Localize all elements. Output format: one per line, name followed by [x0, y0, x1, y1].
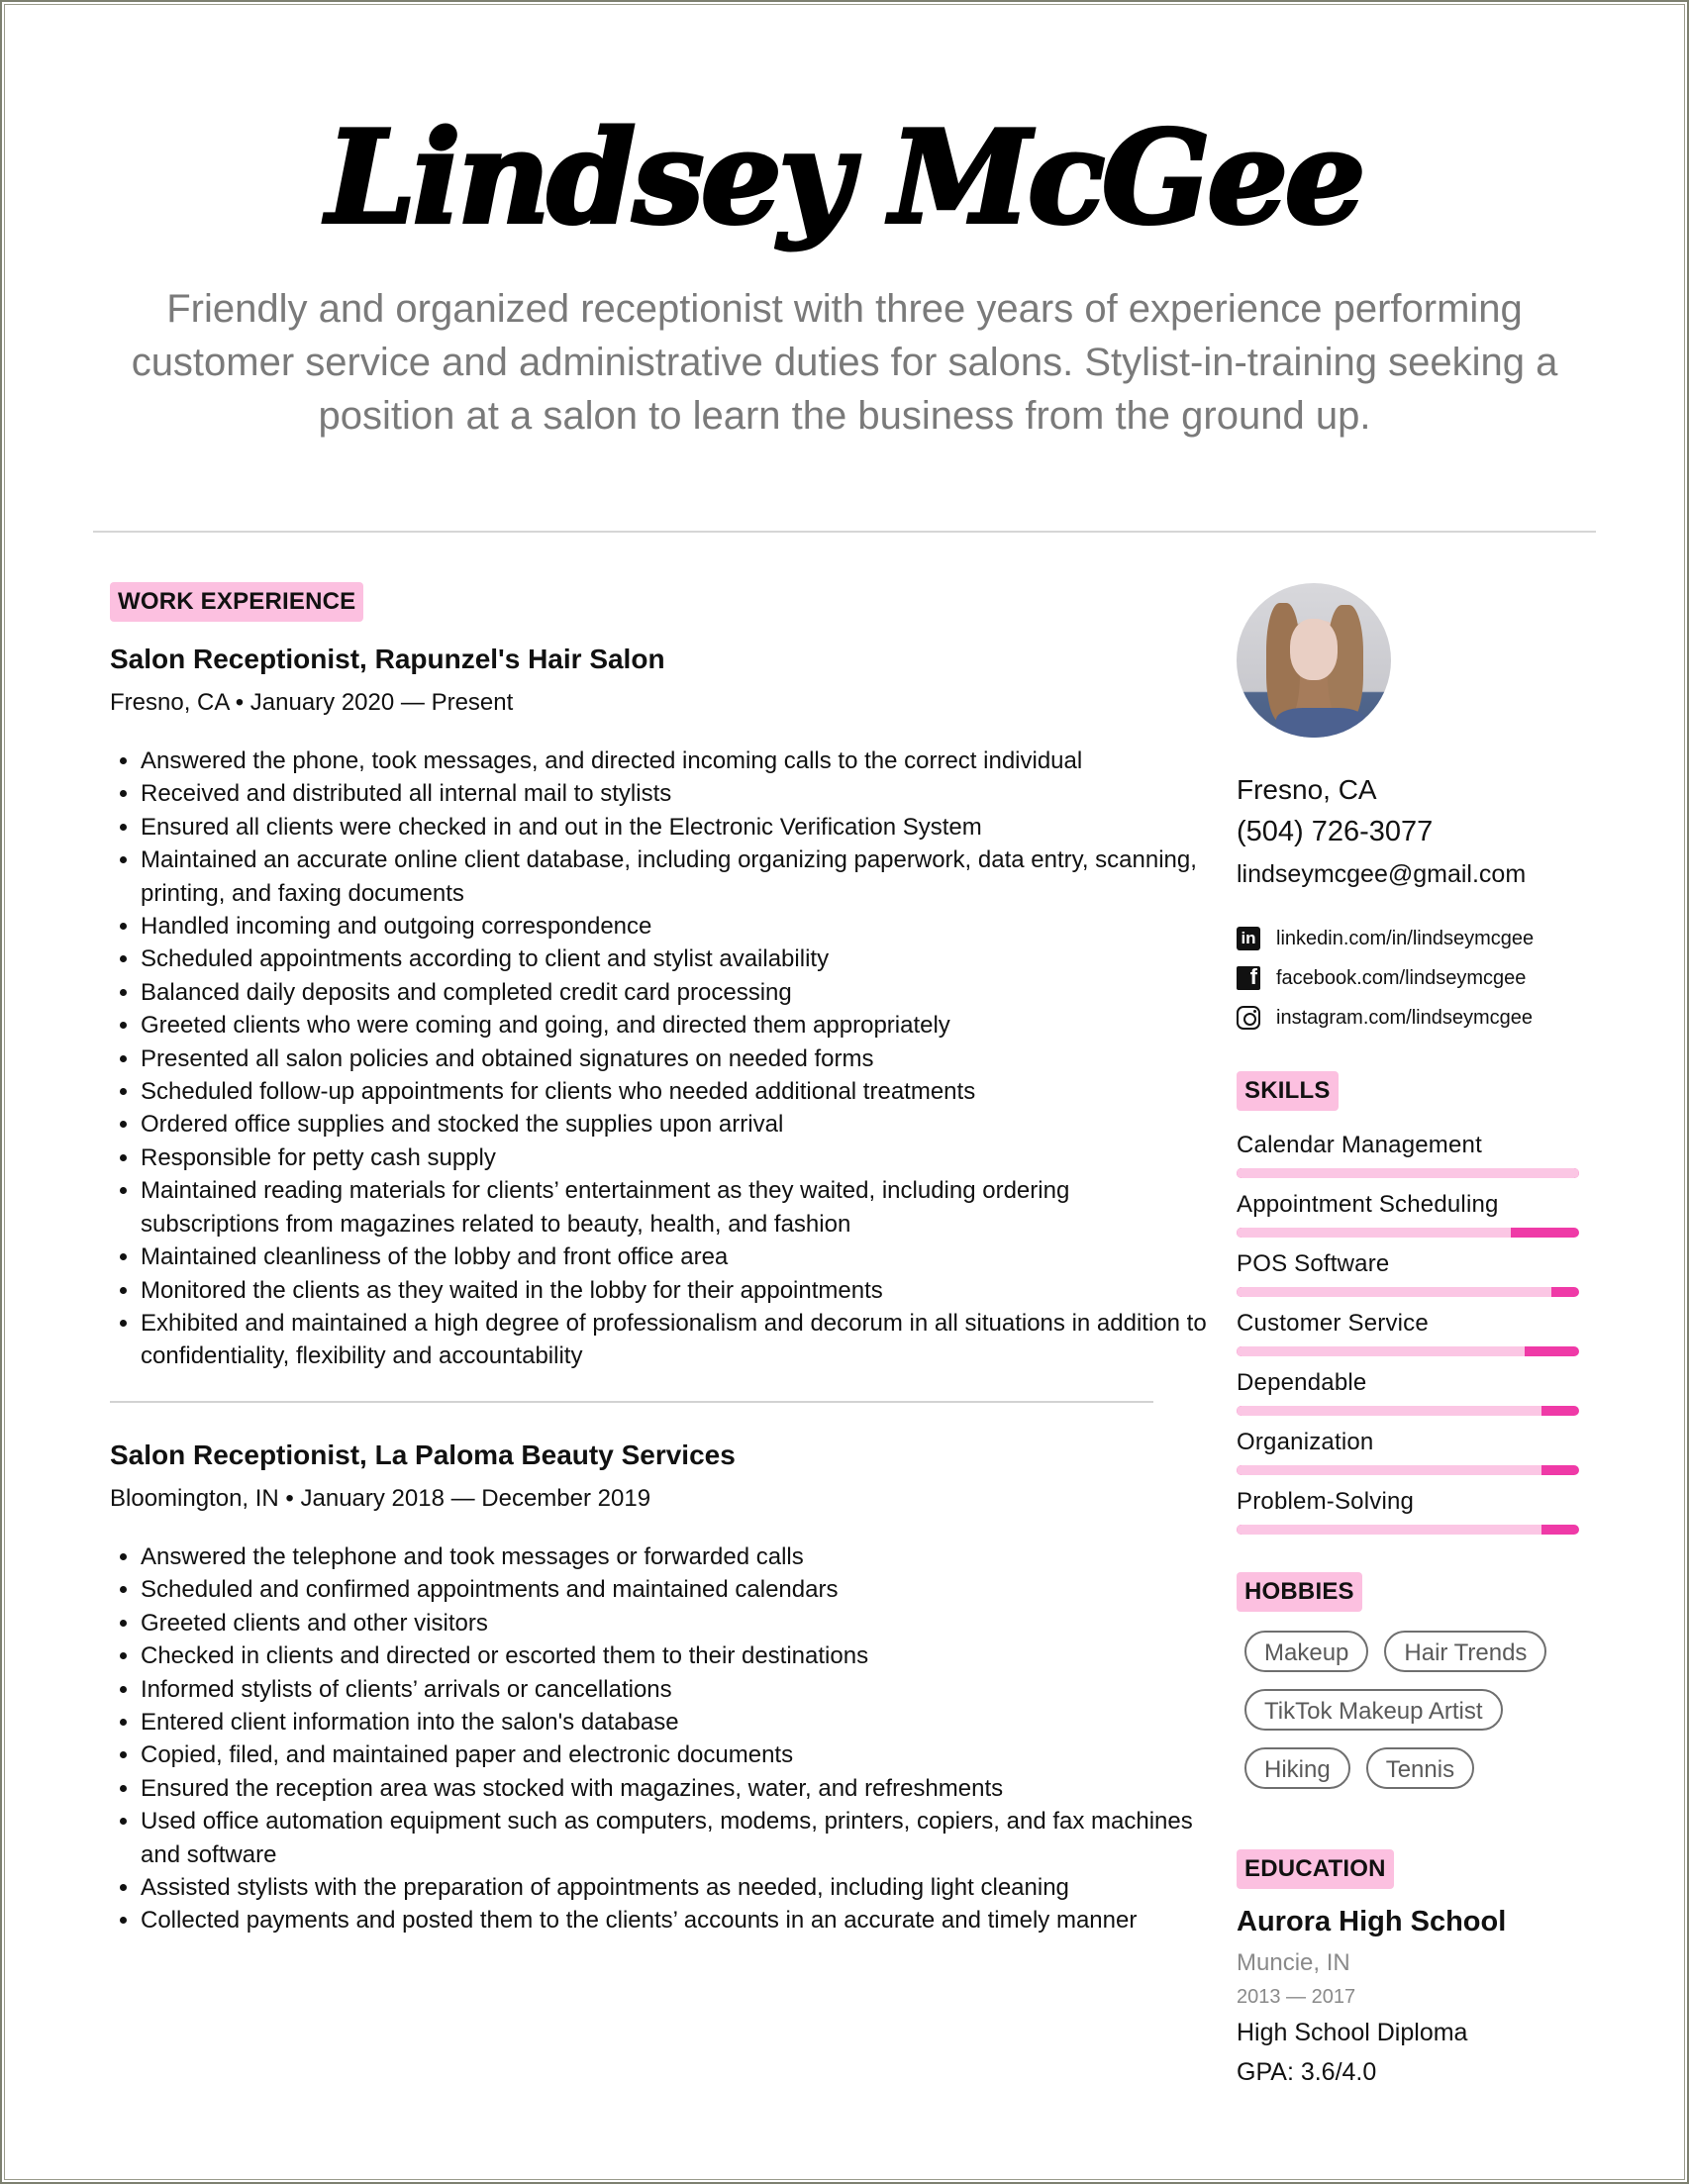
social-link-instagram[interactable] — [1237, 1006, 1533, 1030]
skill-name: Dependable — [1237, 1369, 1367, 1396]
contact-phone[interactable]: (504) 726-3077 — [1237, 816, 1434, 847]
hobby-row — [1244, 1689, 1601, 1731]
hobby-chip: Hiking — [1244, 1747, 1350, 1789]
skill-level-track — [1237, 1525, 1541, 1535]
hobby-chip: Tennis — [1366, 1747, 1474, 1789]
header-divider — [93, 531, 1596, 533]
skill-item — [1237, 1190, 1579, 1238]
work-experience-heading: WORK EXPERIENCE — [110, 582, 363, 622]
hobby-row — [1244, 1747, 1601, 1789]
job-title: Salon Receptionist, La Paloma Beauty Services — [110, 1439, 736, 1470]
skills-heading: SKILLS — [1237, 1071, 1339, 1111]
job-divider — [110, 1401, 1153, 1403]
avatar-face — [1290, 619, 1338, 680]
profile-summary: Friendly and organized receptionist with three years of experience performing customer service and administrative duties for salons. Stylist-in-training seeking a position at a salon to learn the business from the ground up. — [131, 287, 1558, 438]
contact-email[interactable]: lindseymcgee@gmail.com — [1237, 860, 1527, 888]
skill-level-track — [1237, 1228, 1511, 1238]
education-location: Muncie, IN — [1237, 1949, 1350, 1976]
bullet-item: • Entered client information into the salon's database — [141, 1706, 1210, 1738]
hobbies-list — [1244, 1631, 1601, 1806]
bullet-item: • Maintained an accurate online client database, including organizing paperwork, data entry, scanning, printing, and faxing documents — [141, 844, 1210, 910]
job-meta: Bloomington, IN • January 2018 — December 2019 — [110, 1485, 651, 1512]
skill-name: Appointment Scheduling — [1237, 1191, 1499, 1218]
hobby-row — [1244, 1631, 1601, 1672]
hobbies-heading: HOBBIES — [1237, 1572, 1362, 1612]
skill-item — [1237, 1428, 1579, 1475]
education-heading: EDUCATION — [1237, 1849, 1394, 1889]
bullet-item: • Ensured all clients were checked in and out in the Electronic Verification System — [141, 811, 1210, 844]
bullet-item: • Checked in clients and directed or escorted them to their destinations — [141, 1639, 1210, 1672]
bullet-item: • Maintained reading materials for clients’ entertainment as they waited, including ordering subscriptions from magazines related to beauty, health, and fashion — [141, 1174, 1210, 1241]
skill-level-track — [1237, 1287, 1551, 1297]
social-link-linkedin[interactable] — [1237, 927, 1534, 950]
bullet-item: • Monitored the clients as they waited in the lobby for their appointments — [141, 1274, 1210, 1307]
skill-item — [1237, 1487, 1579, 1535]
bullet-item: • Answered the phone, took messages, and directed incoming calls to the correct individual — [141, 745, 1210, 777]
skill-item — [1237, 1309, 1579, 1356]
skill-name: Calendar Management — [1237, 1132, 1482, 1158]
skill-level-bar — [1237, 1525, 1579, 1535]
hobby-chip: Hair Trends — [1384, 1631, 1546, 1672]
social-link-text[interactable]: instagram.com/lindseymcgee — [1276, 1006, 1533, 1029]
job-title: Salon Receptionist, Rapunzel's Hair Salon — [110, 644, 665, 674]
education-school: Aurora High School — [1237, 1906, 1507, 1937]
hobby-chip: TikTok Makeup Artist — [1244, 1689, 1503, 1731]
skill-level-bar — [1237, 1228, 1579, 1238]
education-dates: 2013 — 2017 — [1237, 1986, 1356, 2008]
social-link-text[interactable]: linkedin.com/in/lindseymcgee — [1276, 927, 1535, 949]
bullet-item: • Scheduled follow-up appointments for clients who needed additional treatments — [141, 1075, 1210, 1108]
education-degree: High School Diploma — [1237, 2019, 1468, 2046]
candidate-name: Lindsey McGee — [326, 104, 1363, 252]
bullet-item: • Collected payments and posted them to the clients’ accounts in an accurate and timely manner — [141, 1904, 1210, 1936]
contact-location: Fresno, CA — [1237, 774, 1377, 805]
linkedin-icon: in — [1237, 927, 1260, 950]
bullet-item: • Informed stylists of clients’ arrivals or cancellations — [141, 1673, 1210, 1706]
skill-level-bar — [1237, 1168, 1579, 1178]
bullet-item: • Greeted clients who were coming and going, and directed them appropriately — [141, 1009, 1210, 1042]
skill-level-track — [1237, 1406, 1541, 1416]
skill-name: Problem-Solving — [1237, 1488, 1415, 1515]
skill-level-track — [1237, 1465, 1541, 1475]
skill-level-bar — [1237, 1406, 1579, 1416]
skill-level-bar — [1237, 1287, 1579, 1297]
skill-level-track — [1237, 1168, 1579, 1178]
bullet-item: • Handled incoming and outgoing correspondence — [141, 910, 1210, 943]
bullet-item: • Ordered office supplies and stocked the supplies upon arrival — [141, 1108, 1210, 1141]
avatar — [1237, 583, 1391, 738]
bullet-item: • Balanced daily deposits and completed credit card processing — [141, 976, 1210, 1009]
bullet-item: • Greeted clients and other visitors — [141, 1607, 1210, 1639]
bullet-item: • Used office automation equipment such as computers, modems, printers, copiers, and fax machines and software — [141, 1805, 1210, 1871]
skill-level-track — [1237, 1346, 1525, 1356]
skill-name: Customer Service — [1237, 1310, 1429, 1337]
hobby-chip: Makeup — [1244, 1631, 1368, 1672]
bullet-item: • Exhibited and maintained a high degree of professionalism and decorum in all situations in addition to confidentiality, flexibility and accountability — [141, 1307, 1210, 1373]
facebook-icon: f — [1237, 966, 1260, 990]
skill-item — [1237, 1249, 1579, 1297]
bullet-item: • Responsible for petty cash supply — [141, 1142, 1210, 1174]
social-link-facebook[interactable] — [1237, 966, 1526, 990]
bullet-item: • Presented all salon policies and obtained signatures on needed forms — [141, 1042, 1210, 1075]
bullet-item: • Answered the telephone and took messages or forwarded calls — [141, 1540, 1210, 1573]
social-link-text[interactable]: facebook.com/lindseymcgee — [1276, 966, 1527, 989]
job-bullets — [110, 745, 1210, 1373]
bullet-item: • Scheduled appointments according to client and stylist availability — [141, 943, 1210, 975]
bullet-item: • Assisted stylists with the preparation of appointments as needed, including light cleaning — [141, 1871, 1210, 1904]
skill-level-bar — [1237, 1346, 1579, 1356]
bullet-item: • Copied, filed, and maintained paper and electronic documents — [141, 1738, 1210, 1771]
skill-item — [1237, 1368, 1579, 1416]
instagram-icon — [1237, 1006, 1260, 1030]
skill-item — [1237, 1131, 1579, 1178]
education-gpa: GPA: 3.6/4.0 — [1237, 2058, 1377, 2086]
bullet-item: • Received and distributed all internal mail to stylists — [141, 777, 1210, 810]
job-meta: Fresno, CA • January 2020 — Present — [110, 689, 514, 716]
skill-level-bar — [1237, 1465, 1579, 1475]
skill-name: Organization — [1237, 1429, 1374, 1455]
bullet-item: • Maintained cleanliness of the lobby and front office area — [141, 1241, 1210, 1273]
job-bullets — [110, 1540, 1210, 1937]
bullet-item: • Ensured the reception area was stocked with magazines, water, and refreshments — [141, 1772, 1210, 1805]
bullet-item: • Scheduled and confirmed appointments and maintained calendars — [141, 1573, 1210, 1606]
avatar-shirt — [1276, 708, 1365, 738]
skill-name: POS Software — [1237, 1250, 1390, 1277]
